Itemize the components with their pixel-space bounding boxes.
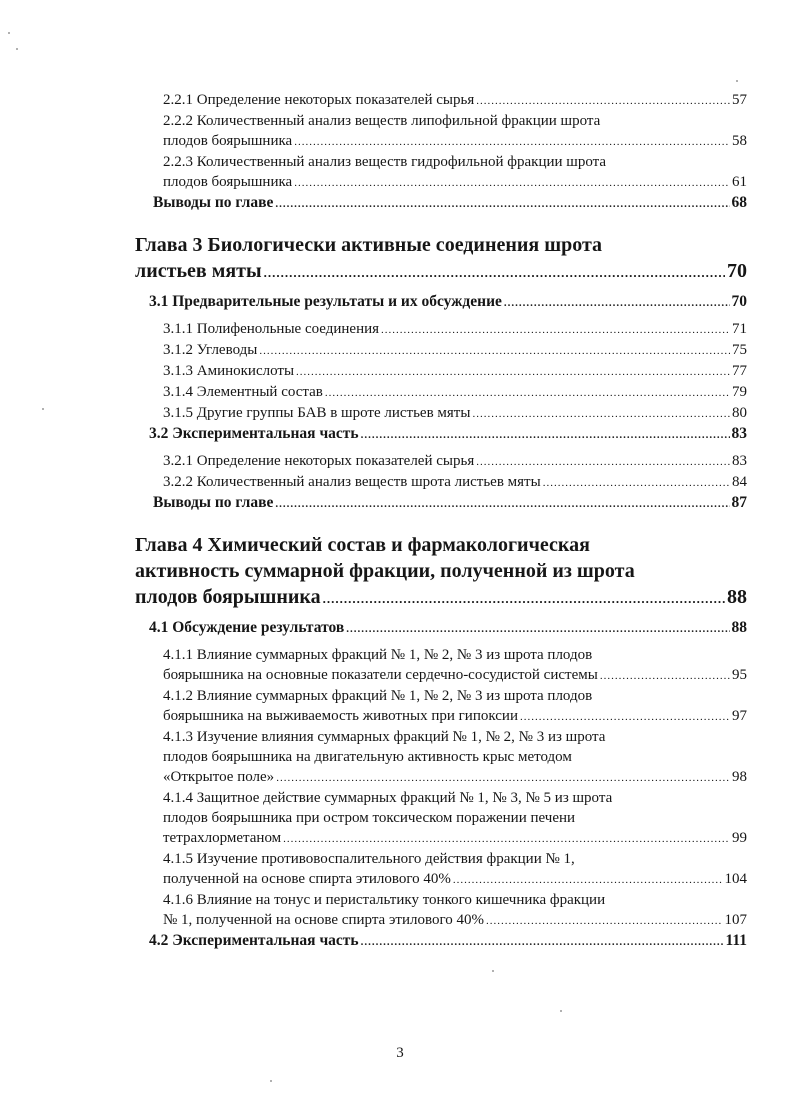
leader-dots bbox=[476, 91, 730, 111]
toc-entry-title: 4.1.6 Влияние на тонус и перистальтику тонкого кишечника фракции bbox=[163, 892, 606, 908]
toc-page-number: 97 bbox=[732, 708, 747, 724]
toc-entry-3-1-3 bbox=[135, 361, 747, 382]
toc-entry-title: 4.1.5 Изучение противовоспалительного действия фракции № 1, bbox=[163, 851, 575, 867]
toc-page-number: 88 bbox=[727, 586, 747, 608]
leader-dots bbox=[600, 666, 730, 686]
leader-dots bbox=[504, 293, 730, 313]
toc-page-number: 111 bbox=[725, 932, 747, 949]
leader-dots bbox=[472, 404, 730, 424]
toc-page-number: 87 bbox=[731, 494, 747, 511]
leader-dots bbox=[294, 173, 730, 193]
leader-dots bbox=[276, 768, 730, 788]
toc-entry-title: 2.2.1 Определение некоторых показателей сырья bbox=[163, 92, 475, 108]
toc-entry-title-cont: тетрахлорметаном bbox=[163, 830, 282, 846]
toc-entry-title-cont: плодов боярышника на двигательную активность крыс методом bbox=[163, 749, 572, 765]
toc-entry-summary-ch3 bbox=[135, 493, 747, 514]
toc-entry-title-cont: плодов боярышника bbox=[163, 174, 293, 190]
toc-entry-title-cont: боярышника на основные показатели сердечно-сосудистой системы bbox=[163, 667, 598, 683]
toc-entry-title-cont: плодов боярышника при остром токсическом поражении печени bbox=[163, 810, 576, 826]
leader-dots bbox=[283, 829, 730, 849]
leader-dots bbox=[361, 932, 724, 952]
toc-entry-4-2 bbox=[135, 931, 747, 952]
toc-entry-3-1-4 bbox=[135, 382, 747, 403]
toc-entry-title: 3.2 Экспериментальная часть bbox=[149, 425, 359, 442]
leader-dots bbox=[323, 586, 725, 612]
toc-page-number: 88 bbox=[731, 619, 747, 636]
toc-page-number: 57 bbox=[732, 92, 747, 108]
toc-entry-title: 3.1 Предварительные результаты и их обсуждение bbox=[149, 293, 502, 310]
toc-page-number: 84 bbox=[732, 474, 747, 490]
scan-speck bbox=[16, 48, 18, 50]
leader-dots bbox=[486, 911, 723, 931]
scan-speck bbox=[8, 32, 10, 34]
leader-dots bbox=[453, 870, 723, 890]
toc-entry-4-1-1 bbox=[135, 645, 747, 686]
scan-speck bbox=[736, 80, 738, 82]
toc-page-number: 79 bbox=[732, 384, 747, 400]
toc-entry-summary-ch2 bbox=[135, 193, 747, 214]
toc-entry-title: 3.1.5 Другие группы БАВ в шроте листьев мяты bbox=[163, 405, 471, 421]
leader-dots bbox=[259, 341, 730, 361]
toc-chapter-title-cont: активность суммарной фракции, полученной из шрота bbox=[135, 560, 635, 582]
scan-speck bbox=[270, 1080, 272, 1082]
leader-dots bbox=[325, 383, 730, 403]
toc-entry-title-cont: плодов боярышника bbox=[163, 133, 293, 149]
toc-entry-3-1-2 bbox=[135, 340, 747, 361]
leader-dots bbox=[296, 362, 730, 382]
toc-chapter-title: Глава 4 Химический состав и фармакологическая bbox=[135, 534, 590, 556]
toc-page-number: 61 bbox=[732, 174, 747, 190]
toc-page-number: 75 bbox=[732, 342, 747, 358]
page-number: 3 bbox=[396, 1045, 404, 1061]
toc-entry-title: 4.1.4 Защитное действие суммарных фракций № 1, № 3, № 5 из шрота bbox=[163, 790, 613, 806]
toc-page-number: 80 bbox=[732, 405, 747, 421]
toc-entry-3-2-1 bbox=[135, 451, 747, 472]
toc-entry-4-1-4 bbox=[135, 788, 747, 849]
toc-page-number: 70 bbox=[727, 260, 747, 282]
toc-entry-4-1-2 bbox=[135, 686, 747, 727]
leader-dots bbox=[264, 260, 725, 286]
scan-speck bbox=[560, 1010, 562, 1012]
toc-page-number: 107 bbox=[724, 912, 747, 928]
toc-entry-2-2-1 bbox=[135, 90, 747, 111]
scan-speck bbox=[42, 408, 44, 410]
toc-chapter-title-cont: листьев мяты bbox=[135, 260, 262, 282]
toc-entry-3-2 bbox=[135, 424, 747, 445]
table-of-contents bbox=[135, 90, 747, 952]
leader-dots bbox=[476, 452, 730, 472]
toc-entry-4-1 bbox=[135, 618, 747, 639]
toc-entry-4-1-5 bbox=[135, 849, 747, 890]
leader-dots bbox=[381, 320, 730, 340]
leader-dots bbox=[294, 132, 730, 152]
toc-entry-2-2-2 bbox=[135, 111, 747, 152]
toc-entry-chapter-3 bbox=[135, 232, 747, 286]
toc-entry-title-cont: «Открытое поле» bbox=[163, 769, 275, 785]
toc-page-number: 70 bbox=[731, 293, 747, 310]
toc-entry-3-1-1 bbox=[135, 319, 747, 340]
toc-chapter-title-cont: плодов боярышника bbox=[135, 586, 321, 608]
toc-entry-title-cont: полученной на основе спирта этилового 40% bbox=[163, 871, 451, 887]
toc-entry-title: 4.1.1 Влияние суммарных фракций № 1, № 2, № 3 из шрота плодов bbox=[163, 647, 593, 663]
toc-entry-title: 4.1 Обсуждение результатов bbox=[149, 619, 345, 636]
toc-chapter-title: Глава 3 Биологически активные соединения шрота bbox=[135, 234, 603, 256]
toc-page-number: 83 bbox=[731, 425, 747, 442]
toc-entry-title: 3.1.2 Углеводы bbox=[163, 342, 258, 358]
toc-page-number: 71 bbox=[732, 321, 747, 337]
toc-entry-title-cont: боярышника на выживаемость животных при гипоксии bbox=[163, 708, 518, 724]
leader-dots bbox=[346, 619, 729, 639]
toc-entry-title: 3.1.1 Полифенольные соединения bbox=[163, 321, 380, 337]
toc-page-number: 68 bbox=[731, 194, 747, 211]
toc-entry-3-1-5 bbox=[135, 403, 747, 424]
toc-entry-title: Выводы по главе bbox=[153, 194, 274, 211]
toc-entry-title: 4.2 Экспериментальная часть bbox=[149, 932, 359, 949]
toc-page-number: 58 bbox=[732, 133, 747, 149]
toc-page-number: 99 bbox=[732, 830, 747, 846]
toc-entry-2-2-3 bbox=[135, 152, 747, 193]
toc-entry-3-1 bbox=[135, 292, 747, 313]
leader-dots bbox=[275, 494, 729, 514]
toc-entry-title: Выводы по главе bbox=[153, 494, 274, 511]
toc-entry-title: 3.1.4 Элементный состав bbox=[163, 384, 323, 400]
toc-entry-title: 4.1.2 Влияние суммарных фракций № 1, № 2, № 3 из шрота плодов bbox=[163, 688, 593, 704]
toc-page-number: 83 bbox=[732, 453, 747, 469]
toc-entry-title: 3.1.3 Аминокислоты bbox=[163, 363, 295, 379]
toc-entry-chapter-4 bbox=[135, 532, 747, 612]
leader-dots bbox=[361, 425, 730, 445]
toc-entry-3-2-2 bbox=[135, 472, 747, 493]
toc-entry-4-1-6 bbox=[135, 890, 747, 931]
toc-entry-title: 2.2.3 Количественный анализ веществ гидрофильной фракции шрота bbox=[163, 154, 607, 170]
leader-dots bbox=[520, 707, 730, 727]
toc-page-number: 95 bbox=[732, 667, 747, 683]
leader-dots bbox=[275, 194, 729, 214]
toc-page-number: 98 bbox=[732, 769, 747, 785]
toc-entry-title: 2.2.2 Количественный анализ веществ липофильной фракции шрота bbox=[163, 113, 601, 129]
toc-entry-title: 3.2.2 Количественный анализ веществ шрота листьев мяты bbox=[163, 474, 541, 490]
scan-speck bbox=[492, 970, 494, 972]
toc-entry-4-1-3 bbox=[135, 727, 747, 788]
toc-entry-title-cont: № 1, полученной на основе спирта этилового 40% bbox=[163, 912, 484, 928]
toc-entry-title: 3.2.1 Определение некоторых показателей сырья bbox=[163, 453, 475, 469]
toc-entry-title: 4.1.3 Изучение влияния суммарных фракций № 1, № 2, № 3 из шрота bbox=[163, 729, 606, 745]
leader-dots bbox=[543, 473, 730, 493]
toc-page-number: 104 bbox=[724, 871, 747, 887]
toc-page-number: 77 bbox=[732, 363, 747, 379]
